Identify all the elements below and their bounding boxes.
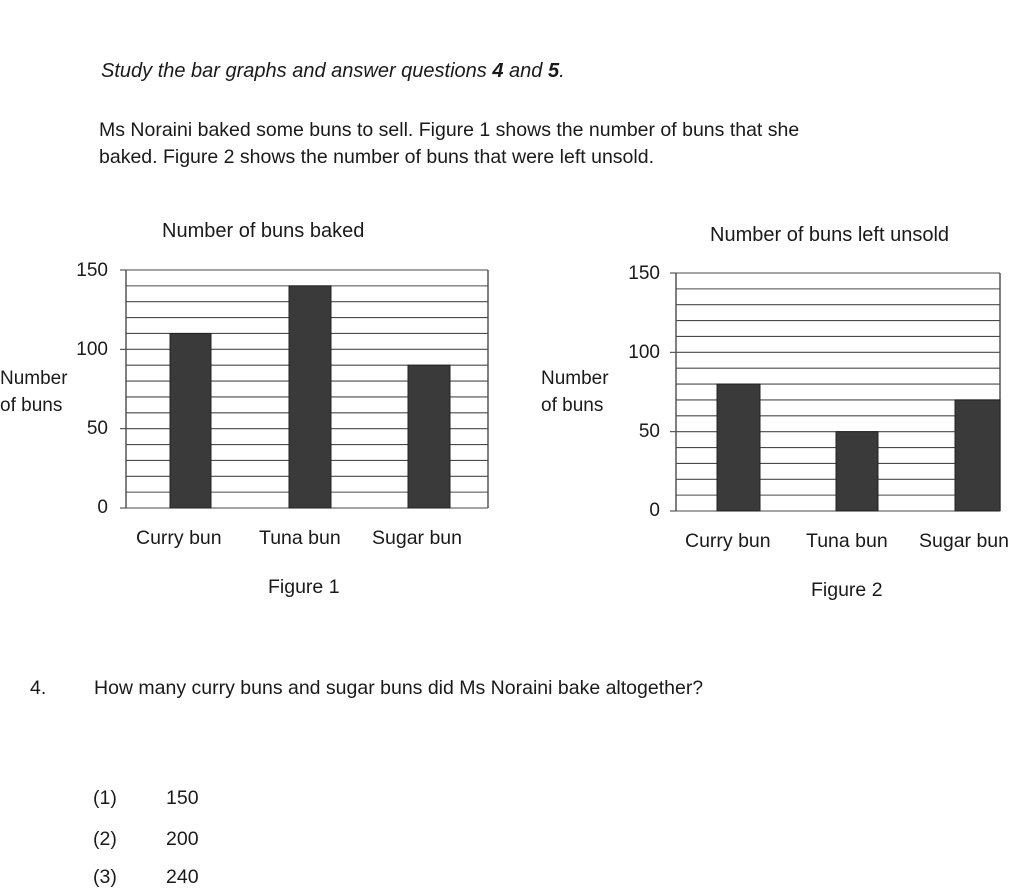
chart2-caption: Figure 2 xyxy=(811,579,883,601)
chart2-title: Number of buns left unsold xyxy=(710,224,950,246)
chart1-ytick-0: 0 xyxy=(97,497,108,518)
instruction-q1: 4 xyxy=(492,60,504,82)
chart1-ytick-150: 150 xyxy=(76,260,108,281)
chart2-ylabel-line2: of buns xyxy=(541,395,604,416)
chart2-ytick-50: 50 xyxy=(638,421,660,442)
chart1-bar-sugar-bun xyxy=(408,365,450,508)
chart2-bar-curry-bun xyxy=(717,384,760,511)
option-2-label: (2) xyxy=(93,828,117,850)
instruction-mid: and xyxy=(503,60,548,82)
intro-line-2: baked. Figure 2 shows the number of buns that were left unsold. xyxy=(99,146,654,168)
instruction-post: . xyxy=(559,60,565,82)
chart1-caption: Figure 1 xyxy=(268,576,340,598)
chart1-bar-tuna-bun xyxy=(289,286,331,508)
chart2-xtick-sugar: Sugar bun xyxy=(919,530,1009,552)
question-text: How many curry buns and sugar buns did Ms Noraini bake altogether? xyxy=(94,677,704,699)
chart2-xtick-curry: Curry bun xyxy=(685,530,771,552)
chart1-xtick-sugar: Sugar bun xyxy=(372,527,462,549)
chart1-bar-curry-bun xyxy=(170,333,211,508)
chart2-ytick-0: 0 xyxy=(649,500,660,521)
chart1-title: Number of buns baked xyxy=(162,220,365,242)
option-3-label: (3) xyxy=(93,866,117,888)
option-1-value: 150 xyxy=(166,787,199,809)
instruction-pre: Study the bar graphs and answer questions xyxy=(101,60,493,82)
chart2-xtick-tuna: Tuna bun xyxy=(806,530,888,552)
chart1-xtick-tuna: Tuna bun xyxy=(259,527,341,549)
option-2-value: 200 xyxy=(166,828,199,850)
instruction-q2: 5 xyxy=(547,60,560,82)
chart1-xtick-curry: Curry bun xyxy=(136,527,222,549)
chart2-bar-tuna-bun xyxy=(836,432,878,511)
option-1-label: (1) xyxy=(93,787,117,809)
intro-line-1: Ms Noraini baked some buns to sell. Figure 1 shows the number of buns that she xyxy=(99,119,800,141)
question-number: 4. xyxy=(30,677,47,699)
option-3-value: 240 xyxy=(166,866,199,888)
chart1-ytick-100: 100 xyxy=(76,339,108,360)
chart2-bar-sugar-bun xyxy=(955,400,1000,511)
chart1-ylabel-line2: of buns xyxy=(0,395,63,416)
chart1-ytick-50: 50 xyxy=(86,418,108,439)
chart2-ytick-100: 100 xyxy=(628,342,660,363)
chart1-ylabel-line1: Number xyxy=(0,368,68,389)
chart2-ylabel-line1: Number xyxy=(541,368,609,389)
chart2-ytick-150: 150 xyxy=(628,263,660,284)
